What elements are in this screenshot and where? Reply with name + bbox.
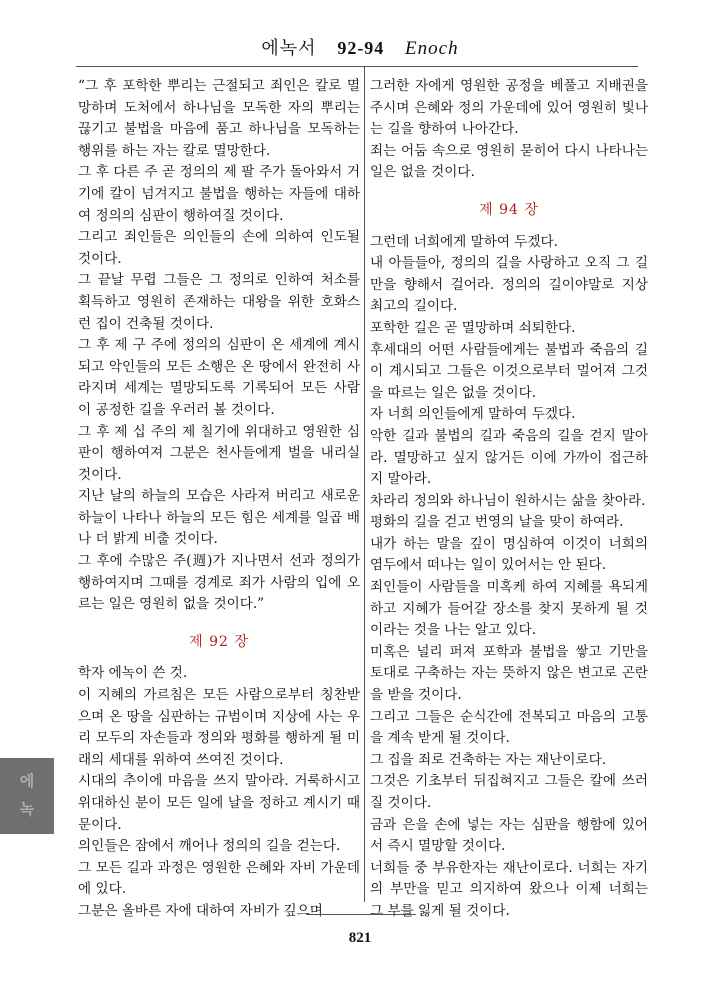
paragraph: 그 후 제 십 주의 제 칠기에 위대하고 영원한 심판이 행하여져 그분은 천사들에게 벌을 내리실 것이다. bbox=[78, 423, 360, 483]
chapter-94-heading: 제 94 장 bbox=[479, 201, 539, 218]
side-tab-char: 녹 bbox=[19, 800, 35, 818]
paragraph: 학자 에녹이 쓴 것. bbox=[78, 665, 188, 682]
paragraph: 죄인들이 사람들을 미혹케 하여 지혜를 욕되게 하고 지혜가 들어갈 장소를 찾지 못하게 될 것이라는 것을 나는 알고 있다. bbox=[370, 579, 648, 639]
paragraph: 포학한 길은 곧 멸망하며 쇠퇴한다. bbox=[370, 319, 576, 336]
paragraph: 죄는 어둠 속으로 영원히 묻히어 다시 나타나는 일은 없을 것이다. bbox=[370, 142, 648, 181]
paragraph: 그런데 너희에게 말하여 두겠다. bbox=[370, 233, 558, 250]
paragraph: 금과 은을 손에 넣는 자는 심판을 행함에 있어서 즉시 멸망할 것이다. bbox=[370, 816, 648, 855]
paragraph: 그러한 자에게 영원한 공정을 베풀고 지배권을 주시며 은혜와 정의 가운데에 있어 영원히 빛나는 길을 향하여 나아간다. bbox=[370, 78, 648, 138]
header-book-korean: 에녹서 bbox=[261, 38, 317, 59]
paragraph: 악한 길과 불법의 길과 죽음의 길을 걷지 말아라. 멸망하고 싶지 않거든 이에 가까이 접근하지 말아라. bbox=[370, 427, 648, 488]
side-thumb-tab bbox=[0, 758, 54, 834]
paragraph: 내가 하는 말을 깊이 명심하여 이것이 너희의 염두에서 떠나는 일이 있어서는 안 된다. bbox=[370, 535, 648, 574]
paragraph: 그 후 다른 주 곧 정의의 제 팔 주가 돌아와서 거기에 칼이 넘겨지고 불법을 행하는 자들에 대하여 정의의 심판이 행하여질 것이다. bbox=[78, 164, 360, 224]
paragraph: 자 너희 의인들에게 말하여 두겠다. bbox=[370, 406, 576, 423]
chapter-92-heading: 제 92 장 bbox=[189, 633, 249, 650]
header-rule bbox=[76, 66, 638, 67]
paragraph: 그 후에 수많은 주(週)가 지나면서 선과 정의가 행하여지며 그때를 경계로 죄가 사람의 입에 오르는 일은 영원히 없을 것이다.” bbox=[78, 553, 360, 613]
paragraph: 후세대의 어떤 사람들에게는 불법과 죽음의 길이 계시되고 그들은 이것으로부터 멀어져 그것을 따르는 일은 없을 것이다. bbox=[370, 341, 648, 401]
paragraph: 그리고 죄인들은 의인들의 손에 의하여 인도될 것이다. bbox=[78, 229, 360, 267]
paragraph: 이 지혜의 가르침은 모든 사람으로부터 칭찬받으며 온 땅을 심판하는 규범이며 지상에 사는 우리 모두의 자손들과 정의와 평화를 행하게 될 미래의 세대를 위하여 쓰여진 것이다. bbox=[78, 687, 360, 768]
side-tab-char: 에 bbox=[19, 772, 35, 790]
paragraph: “그 후 포학한 뿌리는 근절되고 죄인은 칼로 멸망하며 도처에서 하나님을 모독한 자의 뿌리는 끊기고 불법을 마음에 품고 하나님을 모독하는 행위를 하는 자는 칼로 멸망한다. bbox=[78, 78, 360, 159]
paragraph: 차라리 정의와 하나님이 원하시는 삶을 찾아라. bbox=[370, 492, 646, 509]
paragraph: 그 끝날 무렵 그들은 그 정의로 인하여 처소를 획득하고 영원히 존재하는 대왕을 위한 호화스런 집이 건축될 것이다. bbox=[78, 272, 360, 332]
header-book-english: Enoch bbox=[405, 38, 459, 59]
paragraph: 의인들은 잠에서 깨어나 정의의 길을 걷는다. bbox=[78, 838, 341, 855]
paragraph: 시대의 추이에 마음을 쓰지 말아라. 거룩하시고 위대하신 분이 모든 일에 날을 정하고 계시기 때문이다. bbox=[78, 773, 360, 833]
paragraph: 너희들 중 부유한자는 재난이로다. 너희는 자기의 부만을 믿고 의지하여 왔으나 이제 너희는 그 부를 잃게 될 것이다. bbox=[370, 859, 648, 919]
header-chapter-range: 92-94 bbox=[337, 38, 385, 58]
paragraph: 그것은 기초부터 뒤집혀지고 그들은 칼에 쓰러질 것이다. bbox=[370, 773, 648, 811]
footer-rule bbox=[306, 914, 416, 915]
paragraph: 내 아들들아, 정의의 길을 사랑하고 오직 그 길만을 향해서 걸어라. 정의의 길이야말로 지상 최고의 길이다. bbox=[370, 255, 648, 315]
paragraph: 평화의 길을 걷고 번영의 날을 맞이 하여라. bbox=[370, 514, 624, 531]
paragraph: 미혹은 널리 퍼져 포학과 불법을 쌓고 기만을 토대로 구축하는 자는 뜻하지 않은 변고로 곤란을 받을 것이다. bbox=[370, 643, 648, 704]
paragraph: 그 모든 길과 과정은 영원한 은혜와 자비 가운데에 있다. bbox=[78, 859, 360, 898]
column-divider bbox=[364, 66, 365, 902]
right-column bbox=[370, 76, 648, 923]
paragraph: 그 집을 죄로 건축하는 자는 재난이로다. bbox=[370, 751, 607, 768]
paragraph: 그분은 올바른 자에 대하여 자비가 깊으며 bbox=[78, 902, 323, 919]
running-header bbox=[0, 34, 720, 60]
paragraph: 그 후 제 구 주에 정의의 심판이 온 세계에 계시되고 악인들의 모든 소행은 온 땅에서 완전히 사라지며 세계는 멸망되도록 기록되어 모든 사람이 공정한 길을 우러러 볼 것이다. bbox=[78, 337, 360, 418]
page-number: 821 bbox=[348, 930, 372, 946]
paragraph: 지난 날의 하늘의 모습은 사라져 버리고 새로운 하늘이 나타나 하늘의 모든 힘은 세계를 일곱 배나 더 밝게 비출 것이다. bbox=[78, 488, 360, 548]
paragraph: 그리고 그들은 순식간에 전복되고 마음의 고통을 계속 받게 될 것이다. bbox=[370, 708, 648, 747]
left-column bbox=[78, 76, 360, 923]
